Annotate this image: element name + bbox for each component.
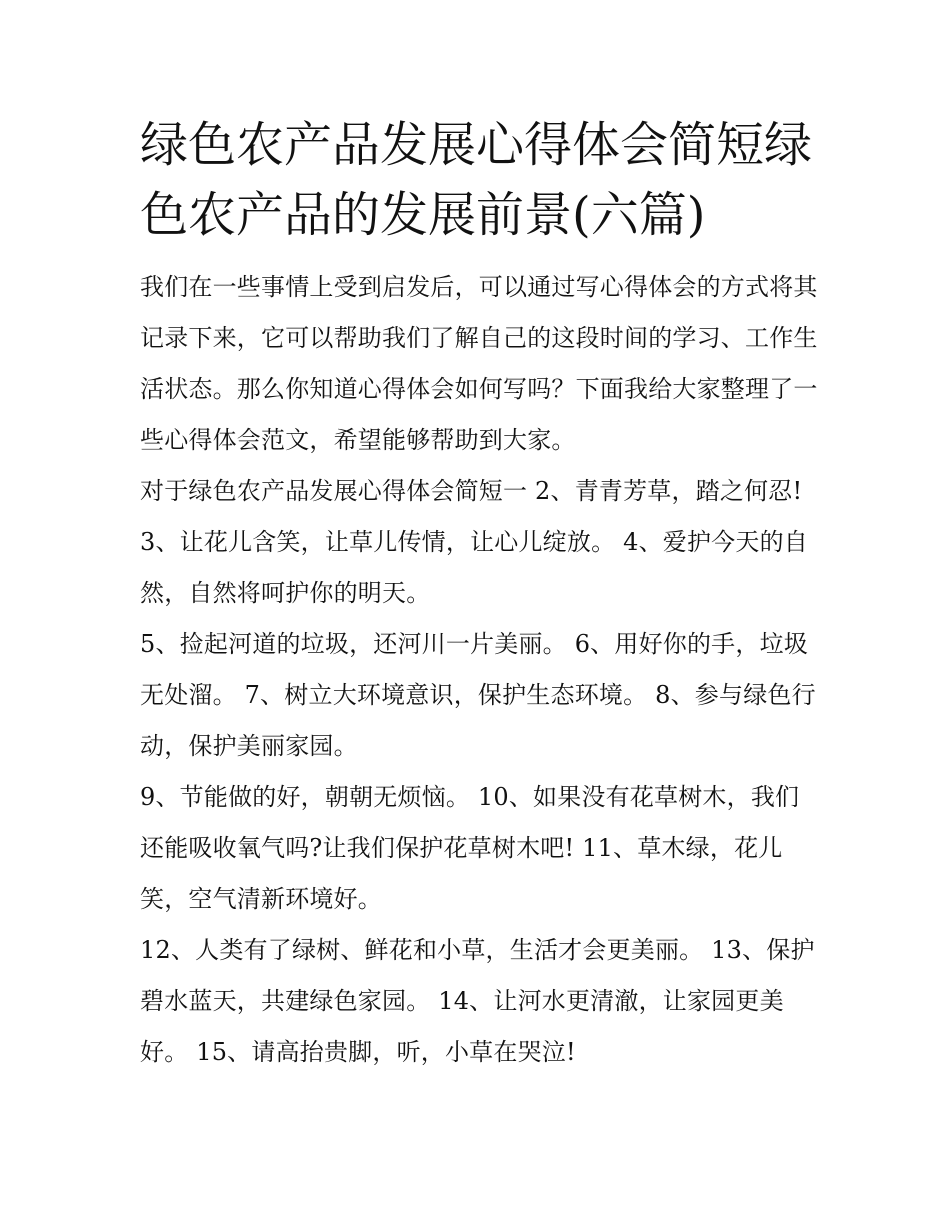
paragraph-slogans-1: 对于绿色农产品发展心得体会简短一 2、青青芳草，踏之何忍! 3、让花儿含笑，让草儿传情，让心儿绽放。 4、爱护今天的自然，自然将呵护你的明天。 [140,477,808,607]
paragraph-slogans-4: 12、人类有了绿树、鲜花和小草，生活才会更美丽。 13、保护碧水蓝天，共建绿色家园。 14、让河水更清澈，让家园更美好。 15、请高抬贵脚，听，小草在哭泣! [140,936,815,1066]
document-title: 绿色农产品发展心得体会简短绿色农产品的发展前景(六篇) [140,117,813,243]
paragraph-slogans-3: 9、节能做的好，朝朝无烦恼。 10、如果没有花草树木，我们还能吸收氧气吗?让我们保护花草树木吧! 11、草木绿，花儿笑，空气清新环境好。 [140,783,800,913]
document-page [140,110,820,1078]
paragraph-slogans-2: 5、捡起河道的垃圾，还河川一片美丽。 6、用好你的手，垃圾无处溜。 7、树立大环境意识，保护生态环境。 8、参与绿色行动，保护美丽家园。 [140,630,816,760]
paragraph-intro: 我们在一些事情上受到启发后，可以通过写心得体会的方式将其记录下来，它可以帮助我们了解自己的这段时间的学习、工作生活状态。那么你知道心得体会如何写吗？下面我给大家整理了一些心得体会范文，希望能够帮助到大家。 [140,273,818,454]
